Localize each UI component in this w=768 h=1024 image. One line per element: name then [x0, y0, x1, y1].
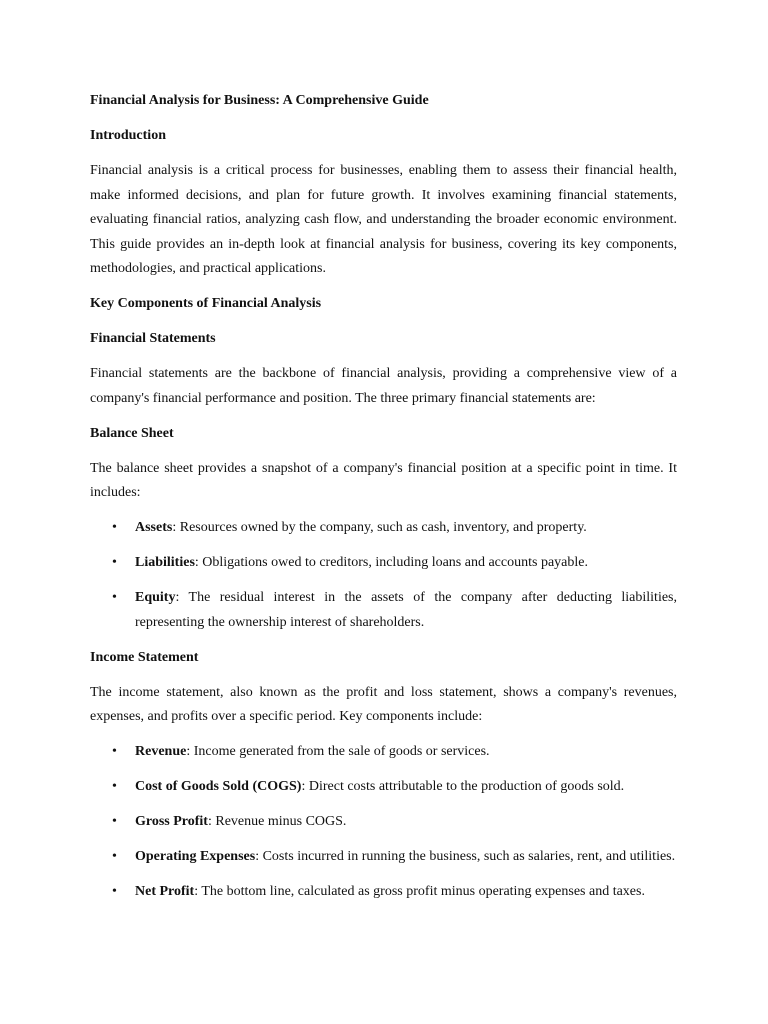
- description-assets: : Resources owned by the company, such as cash, inventory, and property.: [172, 520, 587, 535]
- balance-sheet-list: [90, 516, 677, 635]
- term-liabilities: Liabilities: [135, 555, 195, 570]
- income-statement-heading: Income Statement: [90, 649, 199, 665]
- list-item-gross-profit: [90, 810, 677, 835]
- list-item-assets: [90, 516, 677, 541]
- list-item-net-profit: [90, 880, 677, 905]
- balance-sheet-paragraph: The balance sheet provides a snapshot of a company's financial position at a specific point in time. It includes:: [90, 460, 677, 500]
- description-gross-profit: : Revenue minus COGS.: [207, 814, 347, 829]
- description-liabilities: : Obligations owed to creditors, including loans and accounts payable.: [194, 555, 588, 570]
- introduction-paragraph: Financial analysis is a critical process for businesses, enabling them to assess their financial health, make informed decisions, and plan for future growth. It involves examining financial statements, evaluating financial ratios, analyzing cash flow, and understanding the broader economic environment. This guide provides an in-depth look at financial analysis for business, covering its key components, methodologies, and practical applications.: [90, 163, 677, 276]
- income-statement-list: [90, 740, 677, 905]
- term-operating-expenses: Operating Expenses: [135, 849, 256, 864]
- income-statement-paragraph: The income statement, also known as the profit and loss statement, shows a company's revenues, expenses, and profits over a specific period. Key components include:: [90, 684, 677, 724]
- bullet-icon: •: [112, 884, 117, 899]
- description-equity: : The residual interest in the assets of the company after deducting liabilities, representing the ownership interest of shareholders.: [135, 590, 677, 630]
- financial-statements-heading: Financial Statements: [90, 331, 216, 346]
- list-item-cogs: [90, 775, 677, 800]
- description-cogs: : Direct costs attributable to the production of goods sold.: [301, 779, 625, 794]
- document-title: Financial Analysis for Business: A Comprehensive Guide: [90, 93, 429, 108]
- description-revenue: : Income generated from the sale of goods or services.: [186, 744, 490, 759]
- bullet-icon: •: [112, 849, 117, 864]
- list-item-equity: [90, 586, 677, 635]
- document-page: [90, 89, 677, 915]
- list-item-liabilities: [90, 551, 677, 576]
- bullet-icon: •: [112, 779, 117, 794]
- bullet-icon: •: [112, 555, 117, 570]
- bullet-icon: •: [112, 814, 117, 829]
- term-assets: Assets: [135, 520, 173, 535]
- introduction-heading: Introduction: [90, 128, 166, 143]
- financial-statements-paragraph: Financial statements are the backbone of financial analysis, providing a comprehensive view of a company's financial performance and position. The three primary financial statements are:: [90, 366, 677, 406]
- balance-sheet-heading: Balance Sheet: [90, 425, 174, 441]
- term-gross-profit: Gross Profit: [135, 814, 208, 829]
- term-equity: Equity: [135, 590, 176, 605]
- description-operating-expenses: : Costs incurred in running the business, such as salaries, rent, and utilities.: [255, 849, 676, 864]
- key-components-heading: Key Components of Financial Analysis: [90, 296, 322, 311]
- bullet-icon: •: [112, 520, 117, 535]
- term-net-profit: Net Profit: [135, 884, 195, 899]
- description-net-profit: : The bottom line, calculated as gross profit minus operating expenses and taxes.: [194, 884, 645, 899]
- list-item-revenue: [90, 740, 677, 765]
- term-cogs: Cost of Goods Sold (COGS): [135, 779, 302, 794]
- bullet-icon: •: [112, 744, 117, 759]
- term-revenue: Revenue: [135, 744, 187, 759]
- list-item-operating-expenses: [90, 845, 677, 870]
- bullet-icon: •: [112, 590, 117, 605]
